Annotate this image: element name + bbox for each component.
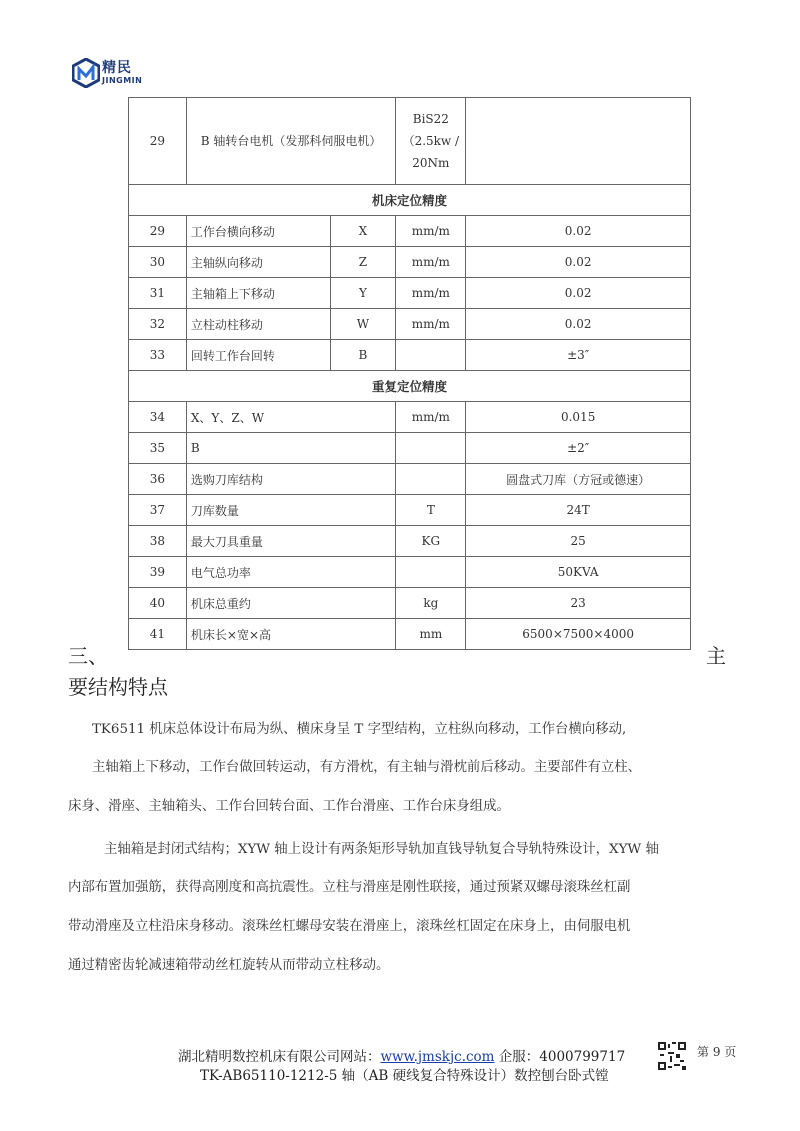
cell-unit [396, 433, 466, 464]
section-row [129, 185, 691, 216]
table-row [129, 247, 691, 278]
cell-no: 34 [129, 402, 187, 433]
cell-axis: X [330, 216, 396, 247]
spec-table [128, 97, 691, 650]
paragraph-line: 主轴箱上下移动，工作台做回转运动，有方滑枕，有主轴与滑枕前后移动。主要部件有立柱、 [92, 760, 642, 775]
section-row [129, 371, 691, 402]
cell-value: ±3″ [466, 340, 691, 371]
cell-unit: mm/m [396, 216, 466, 247]
cell-name: 主轴箱上下移动 [186, 278, 330, 309]
qr-code-icon [658, 1042, 686, 1070]
spec-line: 20Nm [412, 156, 450, 170]
table-row [129, 309, 691, 340]
cell-unit: mm [396, 619, 466, 650]
section-heading-prefix: 三、 [68, 644, 108, 668]
cell-unit: mm/m [396, 278, 466, 309]
table-row [129, 619, 691, 650]
table-row [129, 433, 691, 464]
logo-en: JINGMIN [102, 76, 143, 85]
cell-unit: kg [396, 588, 466, 619]
cell-no: 41 [129, 619, 187, 650]
table-row [129, 278, 691, 309]
table-row [129, 495, 691, 526]
cell-value: 0.02 [466, 278, 691, 309]
paragraph-line: 内部布置加强筋，获得高刚度和高抗震性。立柱与滑座是刚性联接，通过预紧双螺母滚珠丝杠副 [68, 880, 631, 895]
cell-unit [396, 557, 466, 588]
paragraph-line: 主轴箱是封闭式结构；XYW 轴上设计有两条矩形导轨加直钱导轨复合导轨特殊设计，XYW 轴 [104, 842, 659, 857]
logo-hexagon-icon [72, 58, 100, 88]
footer-model: TK-AB65110-1212-5 轴（AB 硬线复合特殊设计）数控刨台卧式镗 [200, 1068, 609, 1084]
cell-name: 机床长×宽×高 [186, 619, 395, 650]
section-title: 机床定位精度 [129, 185, 691, 216]
paragraph-line: TK6511 机床总体设计布局为纵、横床身呈 T 字型结构，立柱纵向移动，工作台横向移动, [92, 722, 627, 737]
page-number: 第 9 页 [697, 1045, 737, 1059]
cell-name: 工作台横向移动 [186, 216, 330, 247]
cell-name: 主轴纵向移动 [186, 247, 330, 278]
cell-unit: mm/m [396, 402, 466, 433]
cell-value: 0.02 [466, 247, 691, 278]
cell-axis: Y [330, 278, 396, 309]
table-row [129, 526, 691, 557]
row-name: B 轴转台电机（发那科伺服电机） [186, 98, 395, 185]
cell-name: 电气总功率 [186, 557, 395, 588]
section-title: 重复定位精度 [129, 371, 691, 402]
cell-no: 39 [129, 557, 187, 588]
cell-axis: W [330, 309, 396, 340]
cell-unit: mm/m [396, 309, 466, 340]
logo-cn: 精民 [102, 60, 132, 76]
cell-axis: B [330, 340, 396, 371]
table-row [129, 557, 691, 588]
cell-value: 23 [466, 588, 691, 619]
cell-value: 25 [466, 526, 691, 557]
footer-website-link[interactable]: www.jmskjc.com [380, 1049, 495, 1065]
table-row [129, 98, 691, 185]
table-row [129, 464, 691, 495]
table-row [129, 340, 691, 371]
row-no: 29 [129, 98, 187, 185]
cell-no: 29 [129, 216, 187, 247]
company-logo [72, 58, 162, 94]
cell-no: 31 [129, 278, 187, 309]
footer-company: 湖北精明数控机床有限公司网站： [178, 1049, 381, 1065]
cell-name: B [186, 433, 395, 464]
cell-no: 32 [129, 309, 187, 340]
table-row [129, 216, 691, 247]
cell-value: 0.015 [466, 402, 691, 433]
section-heading-rest: 要结构特点 [68, 675, 168, 699]
cell-unit [396, 464, 466, 495]
cell-name: 最大刀具重量 [186, 526, 395, 557]
cell-unit: KG [396, 526, 466, 557]
cell-no: 36 [129, 464, 187, 495]
cell-no: 35 [129, 433, 187, 464]
cell-name: 机床总重约 [186, 588, 395, 619]
paragraph-line: 床身、滑座、主轴箱头、工作台回转台面、工作台滑座、工作台床身组成。 [68, 799, 510, 814]
spec-line: （2.5kw / [402, 134, 460, 148]
cell-value: 24T [466, 495, 691, 526]
cell-axis: Z [330, 247, 396, 278]
paragraph-line: 带动滑座及立柱沿床身移动。滚珠丝杠螺母安装在滑座上，滚珠丝杠固定在床身上，由伺服电机 [68, 919, 631, 934]
spec-line: BiS22 [412, 112, 449, 126]
cell-name: 回转工作台回转 [186, 340, 330, 371]
footer-company-line [178, 1045, 625, 1065]
cell-value: 0.02 [466, 309, 691, 340]
cell-name: 刀库数量 [186, 495, 395, 526]
cell-name: 选购刀库结构 [186, 464, 395, 495]
cell-value: 6500×7500×4000 [466, 619, 691, 650]
row-spec [396, 98, 466, 185]
cell-value: 圆盘式刀库（方冠或德速） [466, 464, 691, 495]
cell-value: 0.02 [466, 216, 691, 247]
cell-value: ±2″ [466, 433, 691, 464]
footer-service: 企服：4000799717 [494, 1049, 626, 1065]
cell-no: 38 [129, 526, 187, 557]
cell-no: 30 [129, 247, 187, 278]
cell-unit: T [396, 495, 466, 526]
cell-unit: mm/m [396, 247, 466, 278]
cell-no: 37 [129, 495, 187, 526]
cell-unit [396, 340, 466, 371]
cell-value: 50KVA [466, 557, 691, 588]
cell-no: 33 [129, 340, 187, 371]
cell-name: X、Y、Z、W [186, 402, 395, 433]
table-row [129, 402, 691, 433]
section-heading-wrap-start: 主 [706, 644, 726, 668]
paragraph-line: 通过精密齿轮减速箱带动丝杠旋转从而带动立柱移动。 [68, 958, 390, 973]
row-value [466, 98, 691, 185]
cell-name: 立柱动柱移动 [186, 309, 330, 340]
cell-no: 40 [129, 588, 187, 619]
table-row [129, 588, 691, 619]
